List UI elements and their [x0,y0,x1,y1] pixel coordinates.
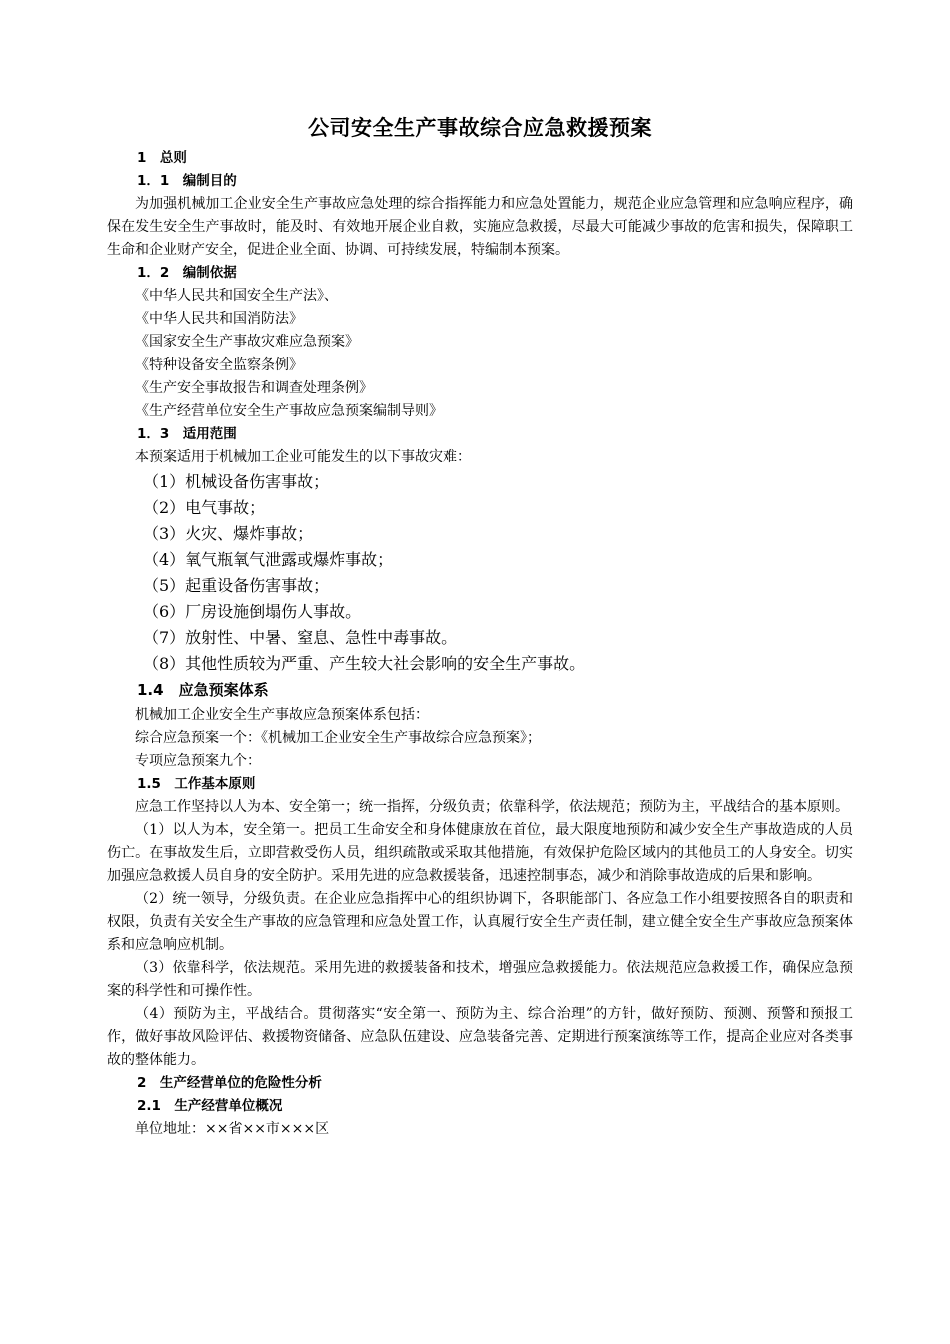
scope-intro: 本预案适用于机械加工企业可能发生的以下事故灾难： [135,449,471,465]
scope-item: （6）厂房设施倒塌伤人事故。 [143,602,362,621]
scope-item: （3）火灾、爆炸事故； [143,524,314,543]
section-1-heading: 1 总则 [137,150,187,166]
basis-item: 《中华人民共和国安全生产法》、 [135,288,338,304]
scope-item: （1）机械设备伤害事故； [143,472,330,491]
section-1-5-heading: 1.5 工作基本原则 [137,776,256,792]
document-title: 公司安全生产事故综合应急救援预案 [308,116,652,140]
principle-paragraph: （3）依靠科学，依法规范。采用先进的救援装备和技术，增强应急救援能力。依法规范应急救援工作，确保应急预案的科学性和可操作性。 [107,960,853,999]
system-line: 机械加工企业安全生产事故应急预案体系包括： [135,707,429,723]
scope-item: （4）氧气瓶氧气泄露或爆炸事故； [143,550,394,569]
basis-item: 《生产经营单位安全生产事故应急预案编制导则》 [135,403,443,419]
principle-paragraph: （4）预防为主，平战结合。贯彻落实“安全第一、预防为主、综合治理”的方针，做好预防、预测、预警和预报工作，做好事故风险评估、救援物资储备、应急队伍建设、应急装备完善、定期进行预案演练等工作，提高企业应对各类事故的整体能力。 [107,1006,853,1068]
basis-item: 《生产安全事故报告和调查处理条例》 [135,380,373,396]
scope-item: （7）放射性、中暑、窒息、急性中毒事故。 [143,628,458,647]
section-1-1-heading: 1．1 编制目的 [137,173,237,189]
scope-item: （5）起重设备伤害事故； [143,576,330,595]
section-1-4-heading: 1.4 应急预案体系 [137,681,269,699]
basis-item: 《国家安全生产事故灾难应急预案》 [135,334,359,350]
purpose-paragraph: 为加强机械加工企业安全生产事故应急处理的综合指挥能力和应急处置能力，规范企业应急管理和应急响应程序，确保在发生安全生产事故时，能及时、有效地开展企业自救，实施应急救援，尽最大可能减少事故的危害和损失，保障职工生命和企业财产安全，促进企业全面、协调、可持续发展，特编制本预案。 [107,196,853,258]
system-line: 综合应急预案一个：《机械加工企业安全生产事故综合应急预案》； [135,730,541,746]
unit-address: 单位地址：××省××市×××区 [135,1121,330,1137]
scope-item: （8）其他性质较为严重、产生较大社会影响的安全生产事故。 [143,654,586,673]
principle-paragraph: （2）统一领导，分级负责。在企业应急指挥中心的组织协调下，各职能部门、各应急工作小组要按照各自的职责和权限，负责有关安全生产事故的应急管理和应急处置工作，认真履行安全生产责任制，建立健全安全生产事故应急预案体系和应急响应机制。 [107,891,853,953]
principle-paragraph: （1）以人为本，安全第一。把员工生命安全和身体健康放在首位，最大限度地预防和减少安全生产事故造成的人员伤亡。在事故发生后，立即营救受伤人员，组织疏散或采取其他措施，有效保护危险区域内的其他员工的人身安全。切实加强应急救援人员自身的安全防护。采用先进的应急救援装备，迅速控制事态，减少和消除事故造成的后果和影响。 [107,822,853,884]
system-line: 专项应急预案九个： [135,753,261,769]
scope-item: （2）电气事故； [143,498,266,517]
section-1-2-heading: 1．2 编制依据 [137,265,237,281]
basis-item: 《中华人民共和国消防法》 [135,311,303,327]
basis-item: 《特种设备安全监察条例》 [135,357,303,373]
section-2-heading: 2 生产经营单位的危险性分析 [137,1075,322,1091]
document-page [107,112,853,1141]
section-2-1-heading: 2.1 生产经营单位概况 [137,1098,283,1114]
section-1-3-heading: 1．3 适用范围 [137,426,237,442]
principle-paragraph: 应急工作坚持以人为本、安全第一；统一指挥，分级负责；依靠科学，依法规范；预防为主，平战结合的基本原则。 [135,799,849,815]
